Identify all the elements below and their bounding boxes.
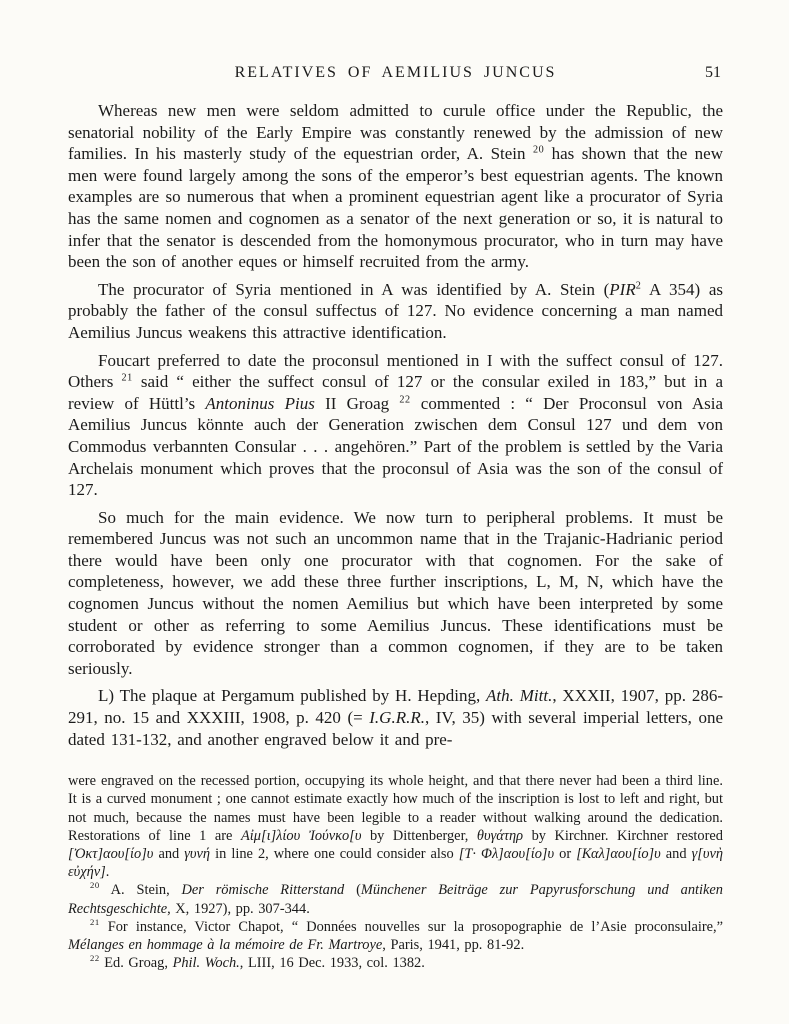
paragraph-new-men: Whereas new men were seldom admitted to curule office under the Republic, the senatorial nobility of the Early Empire was constantly renewed by the admission of new families. In his masterly study of the equestrian order, A. Stein $^{20}$ has shown that the new men were found largely among the sons of the emperor’s best equestrian agents. The known examples are so numerous that when a prominent equestrian agent like a procurator of Syria has the same nomen and cognomen as a senator of the next generation or so, it is natural to infer that the senator is descended from the homonymous procurator, who in turn may have been the son of another eques or himself recruited from the army. [68, 101, 724, 272]
page-header [68, 64, 723, 86]
footnote-20: $^{20}$ A. Stein, Der römische Ritterstand (Münchener Beiträge zur Papyrusforschung und antiken Rechtsgeschichte, X, 1927), pp. 307-344. [68, 880, 723, 917]
paragraph-foucart: Foucart preferred to date the proconsul mentioned in I with the suffect consul of 127. Others $^{21}$ said “ either the suffect consul of 127 or the consular exiled in 183,” but in a review of Hüttl’s Antoninus Pius II Groag $^{22}$ commented : “ Der Proconsul von Asia Aemilius Juncus könnte auch der Generation zwischen dem Consul 127 und dem von Commodus verbannten Consular . . . angehören.” Part of the problem is settled by the Varia Archelais monument which proves that the proconsul of Asia was the son of the consul of 127. [68, 350, 724, 500]
footnote-22: $^{22}$ Ed. Groag, Phil. Woch., LIII, 16 Dec. 1933, col. 1382. [90, 953, 425, 972]
footnote-continuation: were engraved on the recessed portion, occupying its whole height, and that there never had been a third line. It is a curved monument ; one cannot estimate exactly how much of the inscription is lost to left and right, but not much, because the names must have been legible to a reader without walking around the dedication. Restorations of line 1 are Αἰμ[ι]λίου Ἰούνκο[υ by Dittenberger, θυγάτηρ by Kirchner. Kirchner restored [Ὀκτ]αου[ίο]υ and γυνή in line 2, where one could consider also [Τ· Φλ]αου[ίο]υ or [Καλ]αου[ίο]υ and γ[υνὴ εὐχήν]. [68, 773, 723, 881]
footnotes-block [68, 772, 723, 972]
article-body [68, 100, 723, 750]
page-number: 51 [705, 64, 721, 81]
paragraph-peripheral-problems: So much for the main evidence. We now turn to peripheral problems. It must be remembered Juncus was not such an uncommon name that in the Trajanic-Hadrianic period there would have been only one procurator with that cognomen. For the sake of completeness, however, we add these three further inscriptions, L, M, N, which have the cognomen Juncus without the nomen Aemilius but which have been interpreted by some student or other as referring to some Aemilius Juncus. These identifications must be corroborated by evidence stronger than a common cognomen, if they are to be taken seriously. [68, 507, 723, 678]
paragraph-procurator-syria: The procurator of Syria mentioned in A was identified by A. Stein (PIR$^2$ A 354) as probably the father of the consul suffectus of 127. No evidence concerning a man named Aemilius Juncus weakens this attractive identification. [68, 279, 723, 342]
paragraph-inscription-l: L) The plaque at Pergamum published by H. Hepding, Ath. Mitt., XXXII, 1907, pp. 286-291, no. 15 and XXXIII, 1908, p. 420 (= I.G.R.R., IV, 35) with several imperial letters, one dated 131-132, and another engraved below it and pre- [68, 686, 724, 749]
footnote-21: $^{21}$ For instance, Victor Chapot, “ Données nouvelles sur la prosopographie de l’Asie proconsulaire,” Mélanges en hommage à la mémoire de Fr. Martroye, Paris, 1941, pp. 81-92. [68, 917, 723, 954]
running-title: RELATIVES OF AEMILIUS JUNCUS [234, 64, 557, 81]
